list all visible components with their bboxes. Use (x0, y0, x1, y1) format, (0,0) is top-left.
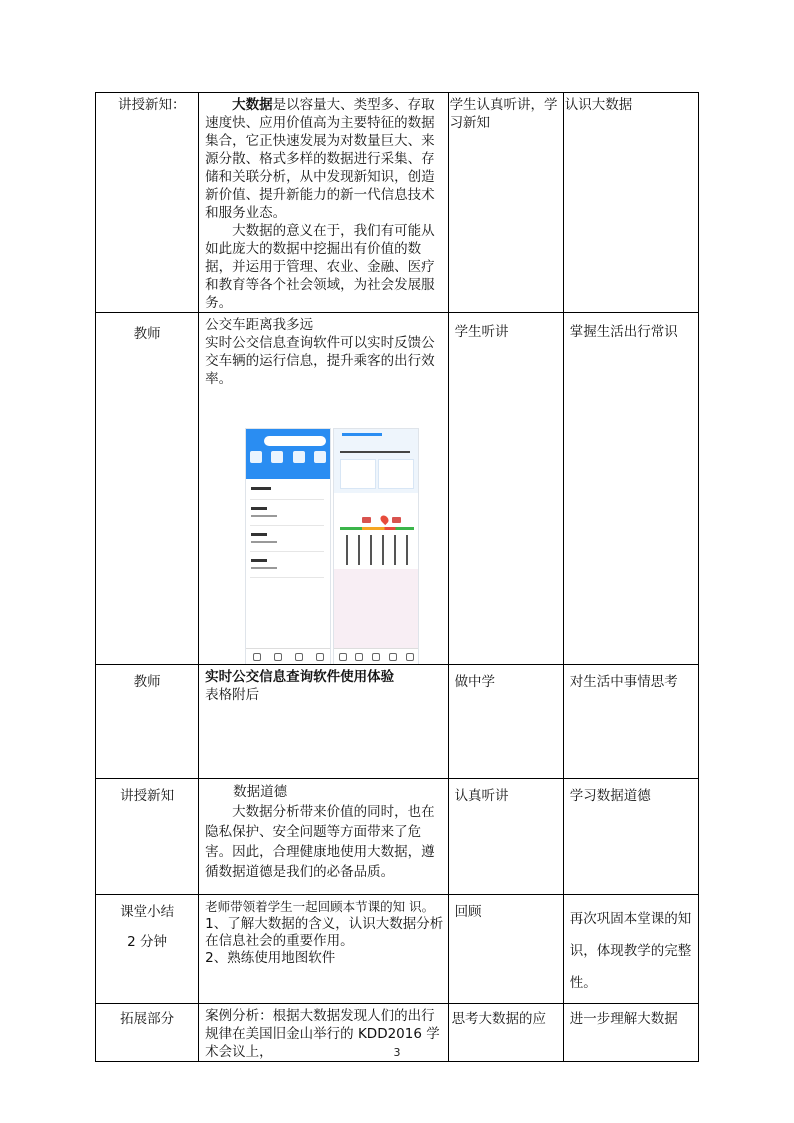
goal-cell: 认识大数据 (563, 93, 698, 313)
map-pin-icon (379, 514, 390, 525)
bus-icon (392, 517, 401, 523)
bus-app-route-screen (333, 428, 419, 665)
stage-label: 讲授新知： (118, 97, 186, 113)
section-text: 实时公交信息查询软件可以实时反馈公交车辆的运行信息，提升乘客的出行效率。 (205, 335, 435, 387)
table-row (96, 93, 699, 313)
content-cell (199, 93, 448, 313)
table-row (96, 665, 699, 779)
stage-cell (96, 779, 199, 895)
goal-cell: 再次巩固本堂课的知识，体现教学的完整性。 (563, 895, 698, 1004)
bus-icon (362, 517, 371, 523)
summary-item: 2、熟练使用地图软件 (205, 950, 336, 966)
student-cell: 认真听讲 (448, 779, 563, 895)
stage-label: 拓展部分 (120, 1011, 175, 1027)
search-bar (264, 436, 326, 446)
stage-label: 教师 (133, 674, 161, 690)
content-cell (199, 665, 448, 779)
section-title: 数据道德 (233, 784, 288, 800)
bottom-nav-bar (246, 648, 330, 665)
significance-text: 大数据的意义在于，我们有可能从如此庞大的数据中挖掘出有价值的数据，并运用于管理、农业、金融、医疗和教育等各个社会领域，为社会发展服务。 (205, 223, 435, 311)
student-cell: 学生认真听讲，学习新知 (448, 93, 563, 313)
summary-item: 1、了解大数据的含义，认识大数据分析在信息社会的重要作用。 (205, 916, 444, 949)
section-title: 实时公交信息查询软件使用体验 (205, 669, 395, 685)
content-cell (199, 313, 448, 665)
content-cell: 案例分析：根据大数据发现人们的出行规律在美国旧金山举行的 KDD2016 学术会议上， (199, 1004, 448, 1062)
section-text: 大数据分析带来价值的同时，也在隐私保护、安全问题等方面带来了危害。因此，合理健康地使用大数据，遵循数据道德是我们的必备品质。 (205, 804, 435, 880)
goal-cell: 对生活中事情思考 (563, 665, 698, 779)
stage-cell (96, 665, 199, 779)
section-text: 老师带领着学生一起回顾本节课的知 识。 (205, 899, 435, 914)
section-text: 表格附后 (205, 687, 260, 703)
page-number: 3 (393, 1046, 401, 1059)
stage-label: 讲授新知 (120, 788, 175, 804)
term-bigdata: 大数据 (232, 97, 273, 113)
section-title: 公交车距离我多远 (205, 317, 314, 333)
student-cell: 学生听讲 (448, 313, 563, 665)
menu-icons (250, 451, 326, 463)
lesson-plan-table (95, 92, 699, 1062)
table-row (96, 313, 699, 665)
goal-cell: 掌握生活出行常识 (563, 313, 698, 665)
stage-label: 课堂小结 (120, 904, 175, 920)
route-line (340, 527, 414, 530)
content-cell (199, 895, 448, 1004)
goal-cell: 学习数据道德 (563, 779, 698, 895)
table-row (96, 895, 699, 1004)
stage-cell (96, 93, 199, 313)
bus-app-screenshot (245, 428, 420, 664)
stage-cell (96, 895, 199, 1004)
stage-label: 教师 (133, 326, 161, 342)
goal-cell: 进一步理解大数据 (563, 1004, 698, 1062)
stage-cell (96, 313, 199, 665)
definition-text: 是以容量大、类型多、存取速度快、应用价值高为主要特征的数据集合，它正快速发展为对数量巨大、来源分散、格式多样的数据进行采集、存储和关联分析，从中发现新知识，创造新价值、提升新能力的新一代信息技术和服务业态。 (205, 97, 435, 221)
bus-app-home-screen (245, 428, 331, 665)
student-cell: 回顾 (448, 895, 563, 1004)
student-cell: 做中学 (448, 665, 563, 779)
student-cell: 思考大数据的应 (448, 1004, 563, 1062)
table-row (96, 779, 699, 895)
content-cell (199, 779, 448, 895)
stage-duration: 2 分钟 (127, 934, 168, 950)
bottom-nav-bar (334, 648, 418, 665)
